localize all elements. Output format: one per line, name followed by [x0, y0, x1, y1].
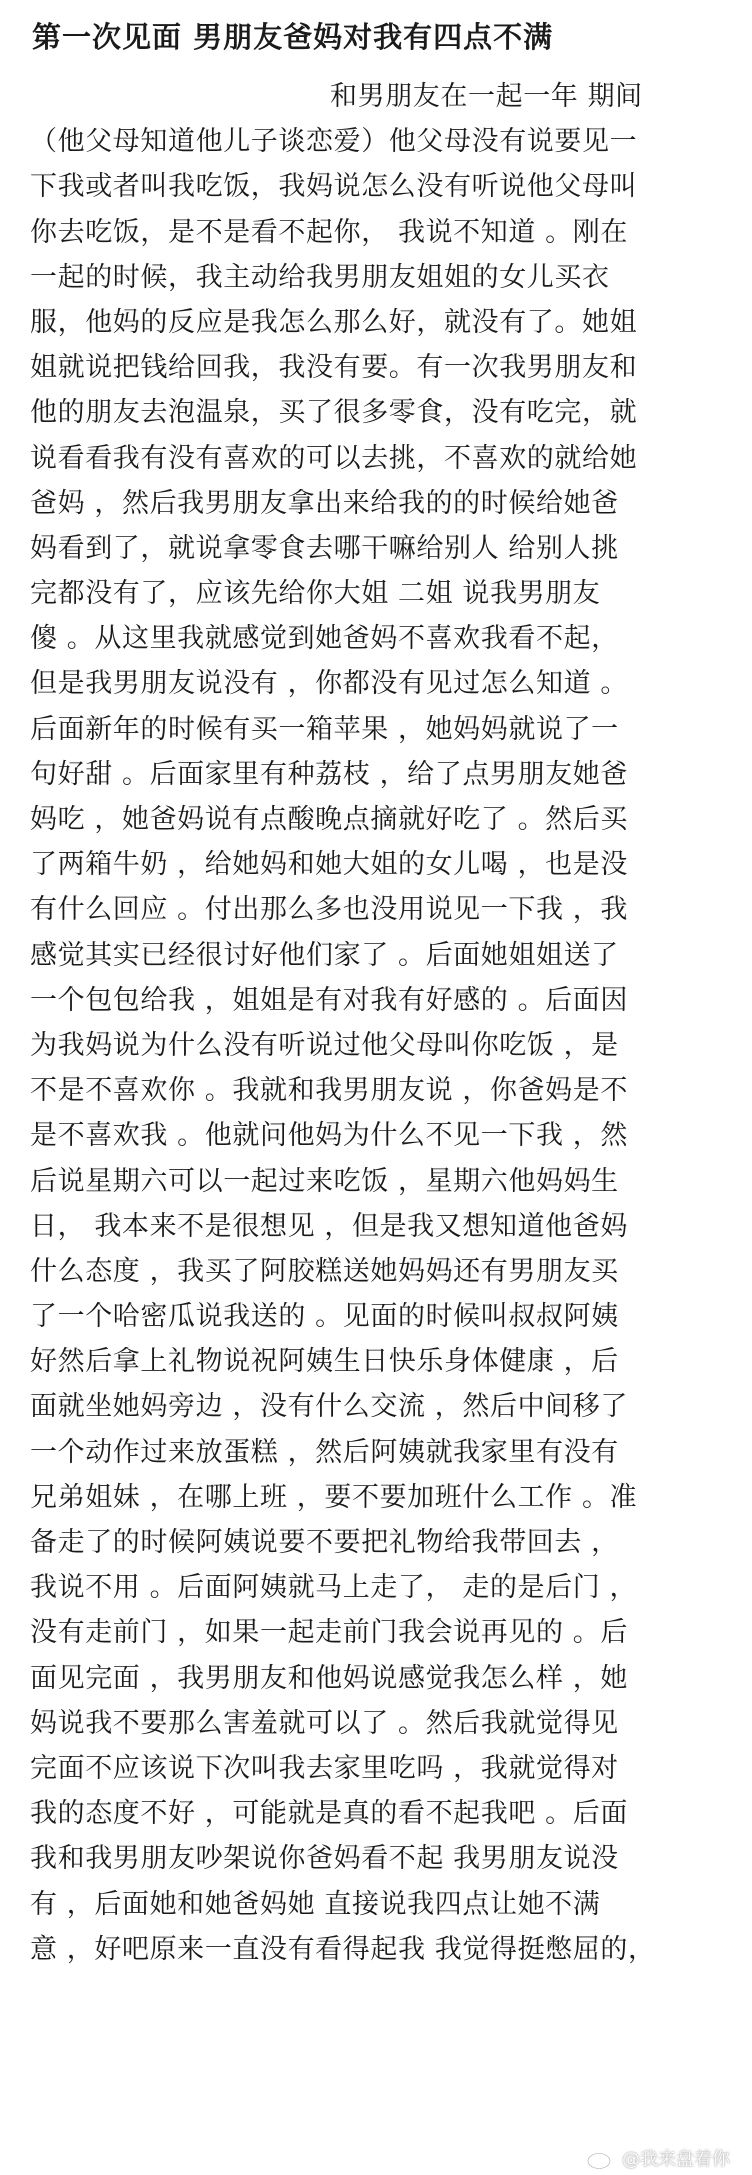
- article-line: 我说不用 。后面阿姨就马上走了， 走的是后门 ，: [30, 1572, 638, 1604]
- watermark-text: @我来盘着你: [622, 2149, 730, 2170]
- article-line: 爸妈 ，然后我男朋友拿出来给我的的时候给她爸: [30, 487, 619, 519]
- article-title: 第一次见面 男朋友爸妈对我有四点不满: [32, 20, 554, 54]
- article-line: 意 ，好吧原来一直没有看得起我 我觉得挺憋屈的，: [30, 1933, 656, 1965]
- article-line: 一个动作过来放蛋糕 ，然后阿姨就我家里有没有: [30, 1436, 619, 1468]
- article-line: 他的朋友去泡温泉，买了很多零食，没有吃完，就: [30, 397, 638, 429]
- article-line: 完面不应该说下次叫我去家里吃吗 ，我就觉得对: [30, 1752, 619, 1784]
- article-line: 兄弟姐妹 ，在哪上班 ，要不要加班什么工作 。准: [30, 1481, 638, 1513]
- article-line: 妈说我不要那么害羞就可以了 。然后我就觉得见: [30, 1707, 619, 1739]
- article-line: 为我妈说为什么没有听说过他父母叫你吃饭 ，是: [30, 1029, 619, 1061]
- article-line: 你去吃饭，是不是看不起你， 我说不知道 。刚在: [30, 216, 628, 248]
- article-line: 句好甜 。后面家里有种荔枝 ，给了点男朋友她爸: [30, 758, 628, 790]
- article-line: 是不喜欢我 。他就问他妈为什么不见一下我 ，然: [30, 1120, 628, 1152]
- article-line: 没有走前门 ，如果一起走前门我会说再见的 。后: [30, 1617, 628, 1649]
- watermark: [586, 2145, 730, 2171]
- article-line: 面就坐她妈旁边 ，没有什么交流 ，然后中间移了: [30, 1391, 628, 1423]
- article-line: 傻 。从这里我就感觉到她爸妈不喜欢我看不起，: [30, 623, 619, 655]
- article-line: 有什么回应 。付出那么多也没用说见一下我 ，我: [30, 894, 628, 926]
- article-line: 后说星期六可以一起过来吃饭 ，星期六他妈妈生: [30, 1165, 619, 1197]
- article-line: 好然后拿上礼物说祝阿姨生日快乐身体健康 ，后: [30, 1346, 619, 1378]
- weibo-logo-icon: [586, 2146, 616, 2170]
- article-line: 服，他妈的反应是我怎么那么好，就没有了。她姐: [30, 306, 638, 338]
- article-line: 不是不喜欢你 。我就和我男朋友说 ，你爸妈是不: [30, 1075, 628, 1107]
- article-line: 一个包包给我 ，姐姐是有对我有好感的 。后面因: [30, 984, 628, 1016]
- article-line: 了两箱牛奶 ，给她妈和她大姐的女儿喝 ，也是没: [30, 849, 628, 881]
- article-line: 感觉其实已经很讨好他们家了 。后面她姐姐送了: [30, 939, 619, 971]
- article-line: 备走了的时候阿姨说要不要把礼物给我带回去 ，: [30, 1527, 619, 1558]
- article-line: 什么态度 ，我买了阿胶糕送她妈妈还有男朋友买: [30, 1255, 619, 1287]
- article-line: 我的态度不好 ，可能就是真的看不起我吧 。后面: [30, 1798, 628, 1830]
- article-line: 后面新年的时候有买一箱苹果 ，她妈妈就说了一: [30, 713, 619, 745]
- article-line: 但是我男朋友说没有 ，你都没有见过怎么知道 。: [30, 668, 628, 700]
- article-line: 日， 我本来不是很想见 ，但是我又想知道他爸妈: [30, 1210, 628, 1242]
- article-line: （他父母知道他儿子谈恋爱）他父母没有说要见一: [30, 126, 638, 158]
- article-line: 姐就说把钱给回我，我没有要。有一次我男朋友和: [30, 352, 638, 384]
- article-line: 妈看到了，就说拿零食去哪干嘛给别人 给别人挑: [30, 532, 619, 564]
- article-line: 有 ，后面她和她爸妈她 直接说我四点让她不满: [30, 1888, 601, 1920]
- article-body: [30, 74, 722, 1972]
- article-line: 完都没有了，应该先给你大姐 二姐 说我男朋友: [30, 578, 601, 610]
- article-line: 说看看我有没有喜欢的可以去挑，不喜欢的就给她: [30, 442, 638, 474]
- article-line: 面见完面 ，我男朋友和他妈说感觉我怎么样 ，她: [30, 1662, 628, 1694]
- article-line: 下我或者叫我吃饭，我妈说怎么没有听说他父母叫: [30, 171, 638, 203]
- article-line: 和男朋友在一起一年 期间: [330, 81, 643, 112]
- article-line: 妈吃 ，她爸妈说有点酸晚点摘就好吃了 。然后买: [30, 804, 628, 835]
- article-line: 我和我男朋友吵架说你爸妈看不起 我男朋友说没: [30, 1843, 619, 1875]
- article-line: 一起的时候，我主动给我男朋友姐姐的女儿买衣: [30, 261, 610, 293]
- article-line: 了一个哈密瓜说我送的 。见面的时候叫叔叔阿姨: [30, 1301, 619, 1333]
